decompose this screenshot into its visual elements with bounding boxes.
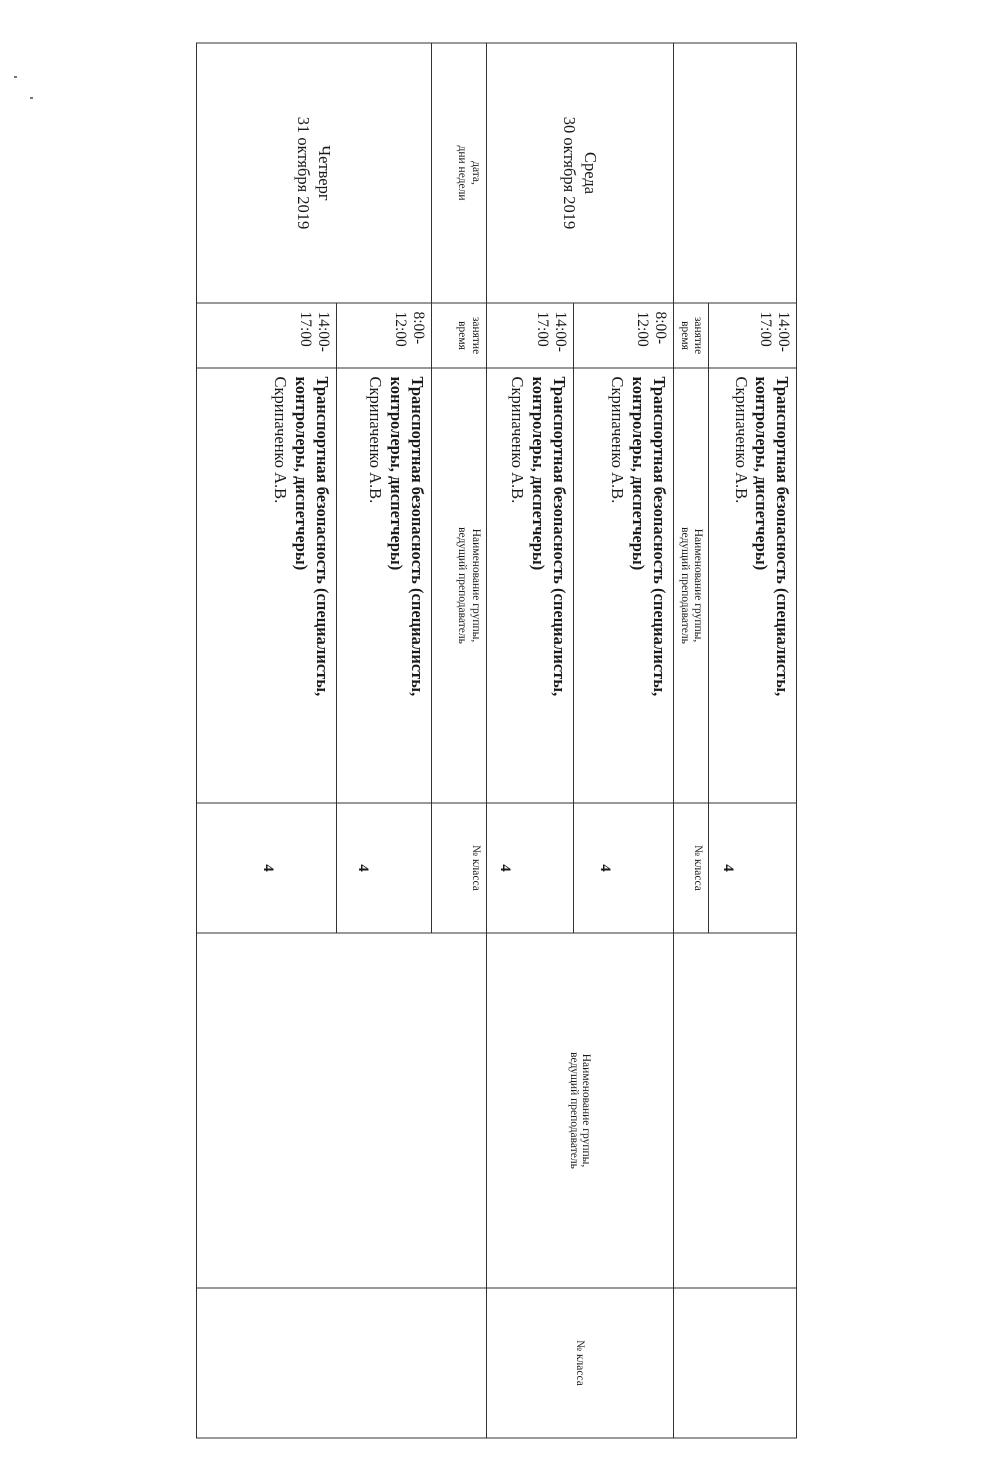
class-number: 4 <box>336 803 431 933</box>
class-number: 4 <box>196 803 336 933</box>
day-date: 30 октября 2019 <box>559 116 579 230</box>
group-title: Транспортная безопасность (специалисты, контролеры, диспетчеры) <box>386 376 427 697</box>
day-name: Четверг <box>315 145 334 201</box>
group-title: Транспортная безопасность (специалисты, контролеры, диспетчеры) <box>752 376 792 697</box>
day-cell <box>673 43 796 303</box>
header-class: № класса <box>431 803 486 933</box>
empty-cell <box>673 1288 796 1438</box>
session-time: 14:00- 17:00 <box>196 303 336 368</box>
session-group <box>573 368 673 803</box>
scan-speck <box>14 76 17 78</box>
group-title: Транспортная безопасность (специалисты, контролеры, диспетчеры) <box>528 376 569 697</box>
session-time: 8:00- 12:00 <box>336 303 431 368</box>
class-number: 4 <box>709 803 797 933</box>
day-date: 31 октября 2019 <box>293 116 313 230</box>
header-time: занятие время <box>431 303 486 368</box>
session-group <box>709 368 797 803</box>
day-cell <box>486 43 673 303</box>
class-number: 4 <box>486 803 573 933</box>
session-group <box>486 368 573 803</box>
header-date: дата, дни недели <box>431 43 486 303</box>
header-class-2: № класса <box>486 1288 673 1438</box>
group-teacher: Скрипаченко А.В. <box>508 376 528 504</box>
session-time: 14:00- 17:00 <box>486 303 573 368</box>
day-cell <box>196 43 431 303</box>
schedule-table <box>196 43 797 1439</box>
schedule-sheet <box>207 43 797 1438</box>
group-teacher: Скрипаченко А.В. <box>731 376 751 504</box>
header-group-2: Наименование группы, ведущий преподаватель <box>486 933 673 1288</box>
session-time: 8:00- 12:00 <box>573 303 673 368</box>
group-teacher: Скрипаченко А.В. <box>366 376 386 504</box>
session-group <box>196 368 336 803</box>
class-number: 4 <box>573 803 673 933</box>
header-time: занятие время <box>673 303 708 368</box>
scan-speck <box>30 97 33 99</box>
empty-cell <box>196 933 486 1288</box>
empty-cell <box>673 933 796 1288</box>
group-title: Транспортная безопасность (специалисты, контролеры, диспетчеры) <box>628 376 669 697</box>
header-class: № класса <box>673 803 708 933</box>
session-group <box>336 368 431 803</box>
header-group: Наименование группы, ведущий преподаватель <box>431 368 486 803</box>
session-time: 14:00- 17:00 <box>709 303 797 368</box>
group-title: Транспортная безопасность (специалисты, контролеры, диспетчеры) <box>291 376 332 697</box>
empty-cell <box>196 1288 486 1438</box>
group-teacher: Скрипаченко А.В. <box>271 376 291 504</box>
header-group: Наименование группы, ведущий преподаватель <box>673 368 708 803</box>
group-teacher: Скрипаченко А.В. <box>608 376 628 504</box>
day-name: Среда <box>581 151 600 195</box>
